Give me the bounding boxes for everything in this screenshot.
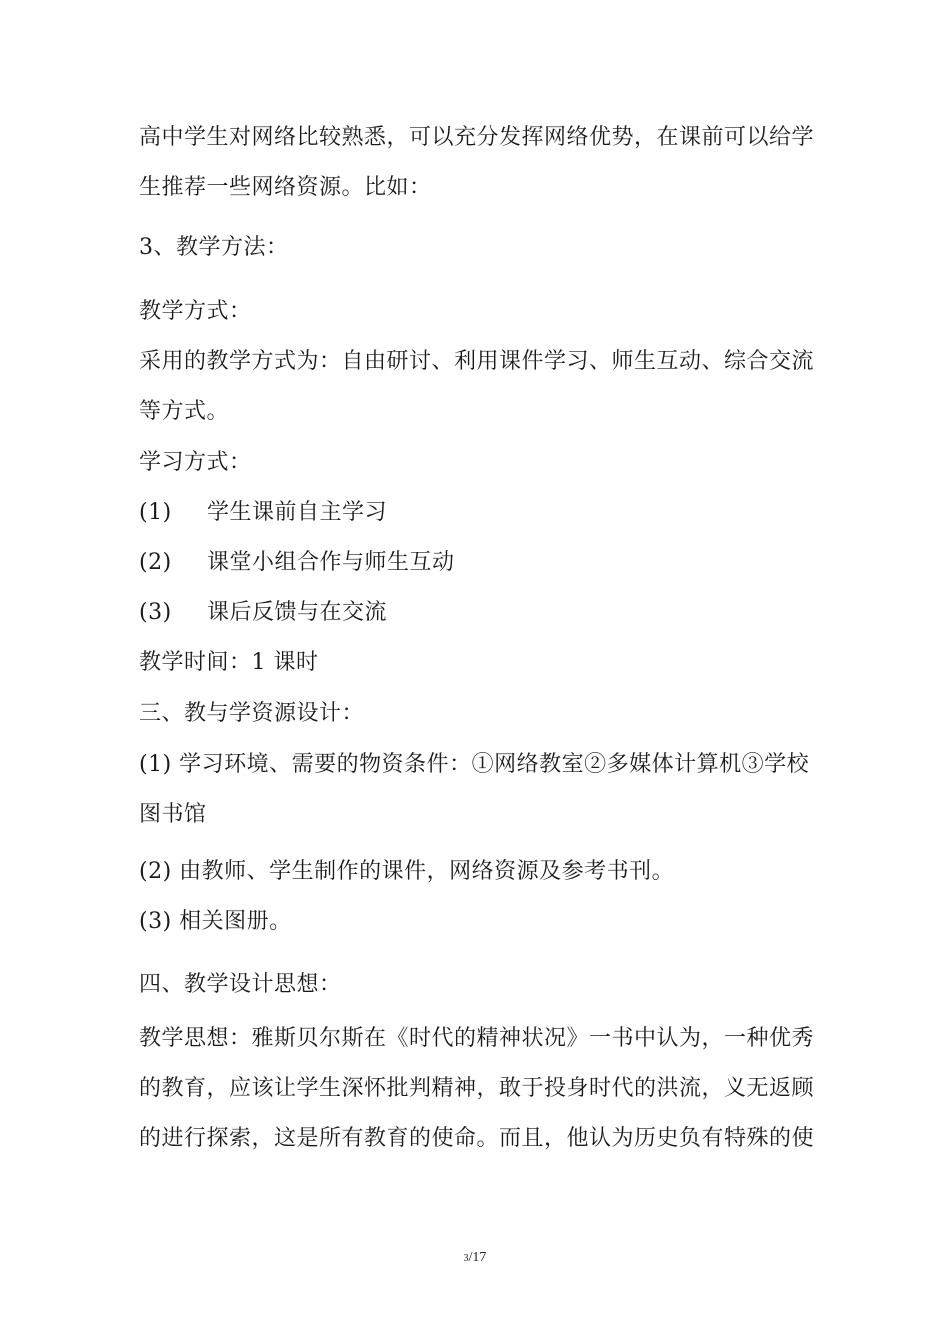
section-heading: 三、教与学资源设计： — [139, 701, 365, 726]
subheading: 教学方式： — [139, 299, 252, 324]
paragraph-line: (3) 相关图册。 — [139, 909, 292, 934]
total-pages: /17 — [468, 1250, 487, 1265]
section-heading: 四、教学设计思想： — [139, 972, 342, 997]
list-text: 课后反馈与在交流 — [207, 600, 388, 625]
paragraph-line: 生推荐一些网络资源。比如： — [139, 175, 432, 200]
list-item — [139, 548, 455, 578]
paragraph-line: (2) 由教师、学生制作的课件，网络资源及参考书刊。 — [139, 859, 675, 884]
list-text: 学生课前自主学习 — [207, 500, 388, 525]
list-number: (2) — [139, 550, 172, 575]
paragraph-line: (1) 学习环境、需要的物资条件：①网络教室②多媒体计算机③学校 — [139, 752, 810, 777]
paragraph-line: 教学时间：1 课时 — [139, 650, 319, 675]
paragraph-line: 教学思想：雅斯贝尔斯在《时代的精神状况》一书中认为，一种优秀 — [139, 1026, 815, 1051]
paragraph-line: 采用的教学方式为：自由研讨、利用课件学习、师生互动、综合交流 — [139, 349, 815, 374]
current-page: 3 — [463, 1253, 469, 1264]
subheading: 学习方式： — [139, 450, 252, 475]
paragraph-line: 等方式。 — [139, 399, 230, 424]
paragraph-line: 高中学生对网络比较熟悉，可以充分发挥网络优势，在课前可以给学 — [139, 125, 815, 150]
paragraph-line: 的教育，应该让学生深怀批判精神，敢于投身时代的洪流，义无返顾 — [139, 1076, 815, 1101]
list-item — [139, 598, 387, 628]
page-number — [0, 1250, 950, 1266]
paragraph-line: 的进行探索，这是所有教育的使命。而且，他认为历史负有特殊的使 — [139, 1126, 815, 1151]
list-number: (1) — [139, 500, 172, 525]
section-heading: 3、教学方法： — [139, 235, 289, 260]
paragraph-line: 图书馆 — [139, 802, 207, 827]
list-item — [139, 498, 387, 528]
list-text: 课堂小组合作与师生互动 — [207, 550, 455, 575]
list-number: (3) — [139, 600, 172, 625]
